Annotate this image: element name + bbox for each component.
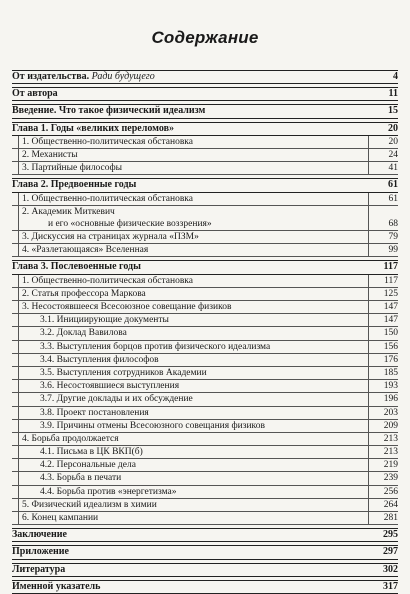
toc-entry-text: Глава 3. Послевоенные годы	[12, 261, 141, 273]
toc-entry-label	[12, 499, 370, 511]
toc-entry	[12, 433, 398, 446]
toc-entry	[12, 288, 398, 301]
toc-entry-text: 4.2. Персональные дела	[40, 460, 136, 471]
toc-entry-text: 1. Общественно-политическая обстановка	[22, 193, 193, 204]
toc-entry-text: 3.9. Причины отмены Всесоюзного совещания физиков	[40, 420, 265, 431]
toc-entry	[12, 380, 398, 393]
toc-entry-label	[12, 446, 370, 458]
toc-entry	[12, 70, 398, 84]
toc-entry-text: 3. Партийные философы	[22, 163, 123, 174]
toc-page-number: 61	[388, 193, 398, 204]
toc-entry-label	[12, 71, 370, 83]
toc-entry-label	[12, 193, 370, 205]
toc-entry-label	[12, 529, 370, 541]
toc-entry-label	[12, 149, 370, 161]
toc-entry	[12, 162, 398, 175]
toc-page-number: 24	[388, 149, 398, 160]
toc-page-number: 264	[383, 499, 398, 510]
toc-page-number: 281	[383, 513, 398, 523]
toc-entry-label	[12, 380, 370, 392]
toc-entry	[12, 178, 398, 192]
toc-page-number: 11	[388, 88, 398, 100]
toc-entry	[12, 446, 398, 459]
toc-entry-label	[12, 546, 370, 558]
toc-page-number: 15	[388, 105, 398, 117]
toc-page-number: 68	[388, 218, 398, 229]
toc-entry-label	[12, 288, 370, 300]
toc-page-number: 79	[388, 232, 398, 243]
toc-entry-label	[12, 244, 370, 256]
toc-entry-text: 3.6. Несостоявшиеся выступления	[40, 381, 180, 392]
toc-entry-text: Приложение	[12, 546, 69, 558]
toc-entry-text: 2. Академик Миткевич	[22, 206, 115, 217]
toc-entry	[12, 260, 398, 274]
toc-page-number: 125	[383, 288, 398, 299]
toc-entry-label	[12, 472, 370, 484]
page-title: Содержание	[151, 28, 259, 47]
toc-entry	[12, 580, 398, 594]
toc-entry-text: 4.3. Борьба в печати	[40, 473, 122, 484]
indent-rule	[18, 275, 19, 525]
indent-rule	[18, 193, 19, 257]
toc-entry	[12, 499, 398, 512]
toc-entry-text: 2. Статья профессора Маркова	[22, 288, 146, 299]
toc-entry-label	[12, 206, 370, 218]
toc-entry	[12, 486, 398, 499]
toc-entry	[12, 206, 398, 218]
toc-page-number: 193	[383, 381, 398, 392]
column-rule	[368, 193, 369, 257]
toc-page-number: 213	[383, 433, 398, 444]
toc-page-number: 156	[383, 341, 398, 352]
toc-entry-text: 4.4. Борьба против «энергетизма»	[40, 486, 177, 497]
toc-entry	[12, 104, 398, 118]
toc-entry-label	[12, 261, 370, 273]
toc-entry-text: 3.5. Выступления сотрудников Академии	[40, 367, 207, 378]
toc-entry-text: 2. Механисты	[22, 149, 78, 160]
toc-entry-label	[12, 459, 370, 471]
toc-entry-italic: Ради будущего	[91, 71, 155, 82]
toc-page-number: 147	[383, 315, 398, 326]
toc-entry	[12, 87, 398, 101]
toc-entry-text: 5. Физический идеализм в химии	[22, 499, 157, 510]
toc-entry-text: 6. Конец кампании	[22, 513, 99, 523]
toc-entry	[12, 528, 398, 542]
toc-entry-text: Глава 2. Предвоенные годы	[12, 179, 137, 191]
toc-entry-text: 3.7. Другие доклады и их обсуждение	[40, 394, 193, 405]
toc-entry	[12, 420, 398, 433]
toc-entry	[12, 341, 398, 354]
toc-entry-label	[12, 433, 370, 445]
toc-entry	[12, 218, 398, 231]
toc-entry	[12, 367, 398, 380]
toc-page-number: 196	[383, 394, 398, 405]
toc-page-number: 61	[388, 179, 398, 191]
toc-entry	[12, 327, 398, 340]
toc-entry-label	[12, 179, 370, 191]
table-of-contents	[12, 70, 398, 594]
toc-entry-text: 1. Общественно-политическая обстановка	[22, 275, 193, 286]
toc-page-number: 302	[383, 563, 398, 575]
toc-entry-text: 3.3. Выступления борцов против физического идеализма	[40, 341, 271, 352]
toc-entry-label	[12, 512, 370, 524]
toc-entry-text: От издательства.	[12, 71, 92, 82]
toc-page-number: 185	[383, 367, 398, 378]
toc-entry-label	[12, 367, 370, 379]
toc-entry-text: 3.1. Инициирующие документы	[40, 315, 169, 326]
toc-entry	[12, 407, 398, 420]
toc-entry-text: От автора	[12, 88, 58, 100]
toc-page-number: 117	[383, 261, 398, 273]
toc-entry	[12, 244, 398, 257]
toc-page-number: 295	[383, 529, 398, 541]
column-rule	[368, 136, 369, 175]
toc-entry	[12, 275, 398, 288]
toc-entry	[12, 136, 398, 149]
toc-entry-label	[12, 231, 370, 243]
toc-entry	[12, 512, 398, 525]
toc-entry-text: Литература	[12, 563, 66, 575]
toc-entry	[12, 149, 398, 162]
toc-page-number: 20	[388, 122, 398, 134]
toc-entry	[12, 545, 398, 559]
toc-page-number: 209	[383, 420, 398, 431]
toc-entry	[12, 314, 398, 327]
toc-entry-label	[12, 88, 370, 100]
toc-entry-text: 4. «Разлетающаяся» Вселенная	[22, 245, 149, 256]
toc-page-number: 256	[383, 486, 398, 497]
toc-page-number: 317	[383, 580, 398, 592]
toc-page-number: 239	[383, 473, 398, 484]
toc-entry-label	[12, 341, 370, 353]
toc-entry-label	[12, 420, 370, 432]
indent-rule	[18, 136, 19, 175]
toc-entry	[12, 472, 398, 485]
toc-page-number: 20	[388, 136, 398, 147]
toc-entry-text: 3. Дискуссия на страницах журнала «ПЗМ»	[22, 232, 199, 243]
toc-page-number: 117	[384, 275, 398, 286]
toc-page-number: 41	[388, 163, 398, 174]
toc-entry-label	[12, 314, 370, 326]
toc-entry	[12, 122, 398, 136]
toc-entry-text: Глава 1. Годы «великих переломов»	[12, 122, 174, 134]
toc-page-number: 4	[393, 71, 398, 82]
toc-entry-label	[12, 162, 370, 174]
toc-entry-label	[12, 136, 370, 148]
toc-page-number: 99	[388, 245, 398, 256]
toc-entry-text: 3. Несостоявшееся Всесоюзное совещание физиков	[22, 302, 232, 312]
toc-page-number: 150	[383, 328, 398, 339]
toc-entry	[12, 193, 398, 206]
toc-entry-label	[12, 581, 370, 593]
toc-entry	[12, 231, 398, 244]
toc-entry-label	[12, 407, 370, 419]
toc-entry-label	[12, 393, 370, 405]
toc-entry	[12, 354, 398, 367]
toc-entry-label	[12, 275, 370, 287]
toc-page-number: 213	[383, 447, 398, 458]
toc-entry-text: Заключение	[12, 529, 67, 541]
toc-page-number: 147	[383, 302, 398, 312]
toc-entry-text: 3.8. Проект постановления	[40, 407, 149, 418]
toc-entry-label	[12, 564, 370, 576]
toc-entry	[12, 393, 398, 406]
toc-entry-label	[12, 327, 370, 339]
toc-entry	[12, 301, 398, 314]
column-rule	[368, 275, 369, 525]
toc-entry-label	[12, 218, 370, 230]
toc-entry-label	[12, 123, 370, 135]
toc-entry	[12, 459, 398, 472]
toc-page-number: 203	[383, 407, 398, 418]
toc-entry-text: 3.4. Выступления философов	[40, 354, 159, 365]
toc-entry-text: и его «основные физические воззрения»	[48, 218, 212, 229]
toc-entry-text: Именной указатель	[12, 580, 101, 592]
toc-entry-text: 3.2. Доклад Вавилова	[40, 328, 127, 339]
toc-entry-text: Введение. Что такое физический идеализм	[12, 105, 206, 117]
toc-entry-text: 1. Общественно-политическая обстановка	[22, 136, 193, 147]
toc-entry-text: 4.1. Письма в ЦК ВКП(б)	[40, 447, 143, 458]
toc-page-number: 219	[383, 460, 398, 471]
toc-page	[12, 28, 398, 594]
toc-entry-label	[12, 486, 370, 498]
toc-page-number: 297	[383, 546, 398, 558]
toc-entry-label	[12, 301, 370, 313]
toc-page-number: 176	[383, 354, 398, 365]
toc-entry-label	[12, 354, 370, 366]
toc-entry-label	[12, 105, 370, 117]
toc-entry-text: 4. Борьба продолжается	[22, 433, 119, 444]
